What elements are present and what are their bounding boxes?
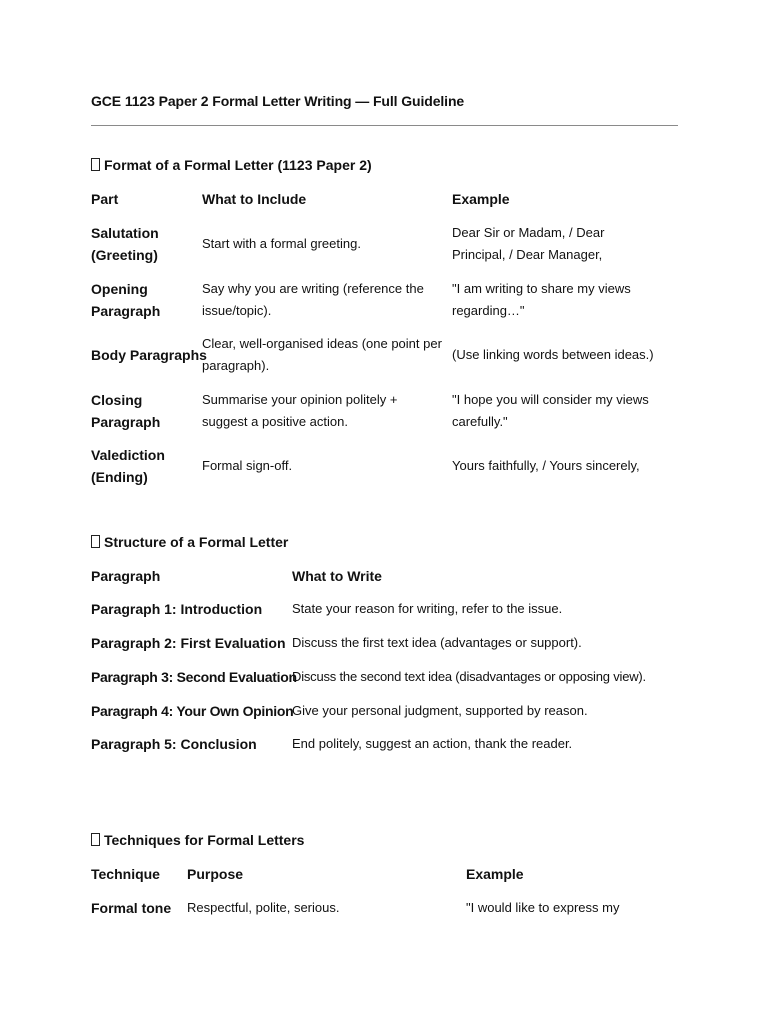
structure-row-write: State your reason for writing, refer to the issue. <box>292 601 563 616</box>
structure-row-paragraph: Paragraph 1: Introduction <box>91 601 263 617</box>
structure-header-paragraph: Paragraph <box>91 568 161 584</box>
structure-row-write: Discuss the first text idea (advantages or support). <box>292 635 582 650</box>
techniques-header-technique: Technique <box>91 866 160 882</box>
techniques-heading-text: Techniques for Formal Letters <box>104 832 305 848</box>
structure-header-write: What to Write <box>292 568 382 584</box>
structure-row-paragraph: Paragraph 2: First Evaluation <box>91 635 286 651</box>
structure-row-write: Discuss the second text idea (disadvantages or opposing view). <box>292 669 646 684</box>
techniques-header-purpose: Purpose <box>187 866 244 882</box>
format-row-include: Summarise your opinion politely + suggest a positive action. <box>202 392 398 429</box>
format-row-example: Yours faithfully, / Yours sincerely, <box>452 458 640 473</box>
document-title: GCE 1123 Paper 2 Formal Letter Writing — Full Guideline <box>91 93 465 109</box>
format-row-include: Clear, well-organised ideas (one point per paragraph). <box>202 336 442 373</box>
format-header-example: Example <box>452 191 510 207</box>
checkbox-glyph-icon <box>91 158 100 171</box>
techniques-row-purpose: Respectful, polite, serious. <box>187 900 340 915</box>
structure-row-write: End politely, suggest an action, thank the reader. <box>292 736 573 751</box>
techniques-row-example: "I would like to express my <box>466 900 620 915</box>
format-row-part: Valediction (Ending) <box>91 447 165 485</box>
techniques-header-example: Example <box>466 866 524 882</box>
structure-heading-text: Structure of a Formal Letter <box>104 534 289 550</box>
format-row-example: "I hope you will consider my views carefully." <box>452 392 649 429</box>
format-header-include: What to Include <box>202 191 307 207</box>
format-row-part: Salutation (Greeting) <box>91 225 159 263</box>
title-divider <box>91 125 678 126</box>
techniques-section-heading <box>91 832 304 848</box>
format-row-part: Opening Paragraph <box>91 281 161 319</box>
structure-row-paragraph: Paragraph 3: Second Evaluation <box>91 669 297 685</box>
format-row-part: Closing Paragraph <box>91 392 161 430</box>
format-row-example: "I am writing to share my views regarding…" <box>452 281 631 318</box>
structure-row-paragraph: Paragraph 5: Conclusion <box>91 736 257 752</box>
techniques-row-technique: Formal tone <box>91 900 172 916</box>
format-section-heading <box>91 157 372 173</box>
format-header-part: Part <box>91 191 119 207</box>
checkbox-glyph-icon <box>91 833 100 846</box>
structure-section-heading <box>91 534 288 550</box>
format-row-part: Body Paragraphs <box>91 347 207 363</box>
structure-row-paragraph: Paragraph 4: Your Own Opinion <box>91 703 294 719</box>
format-heading-text: Format of a Formal Letter (1123 Paper 2) <box>104 157 372 173</box>
format-row-example: Dear Sir or Madam, / Dear Principal, / Dear Manager, <box>452 225 605 262</box>
format-row-include: Formal sign-off. <box>202 458 293 473</box>
structure-row-write: Give your personal judgment, supported by reason. <box>292 703 588 718</box>
format-row-include: Say why you are writing (reference the issue/topic). <box>202 281 424 318</box>
checkbox-glyph-icon <box>91 535 100 548</box>
format-row-example: (Use linking words between ideas.) <box>452 347 654 362</box>
format-row-include: Start with a formal greeting. <box>202 236 361 251</box>
